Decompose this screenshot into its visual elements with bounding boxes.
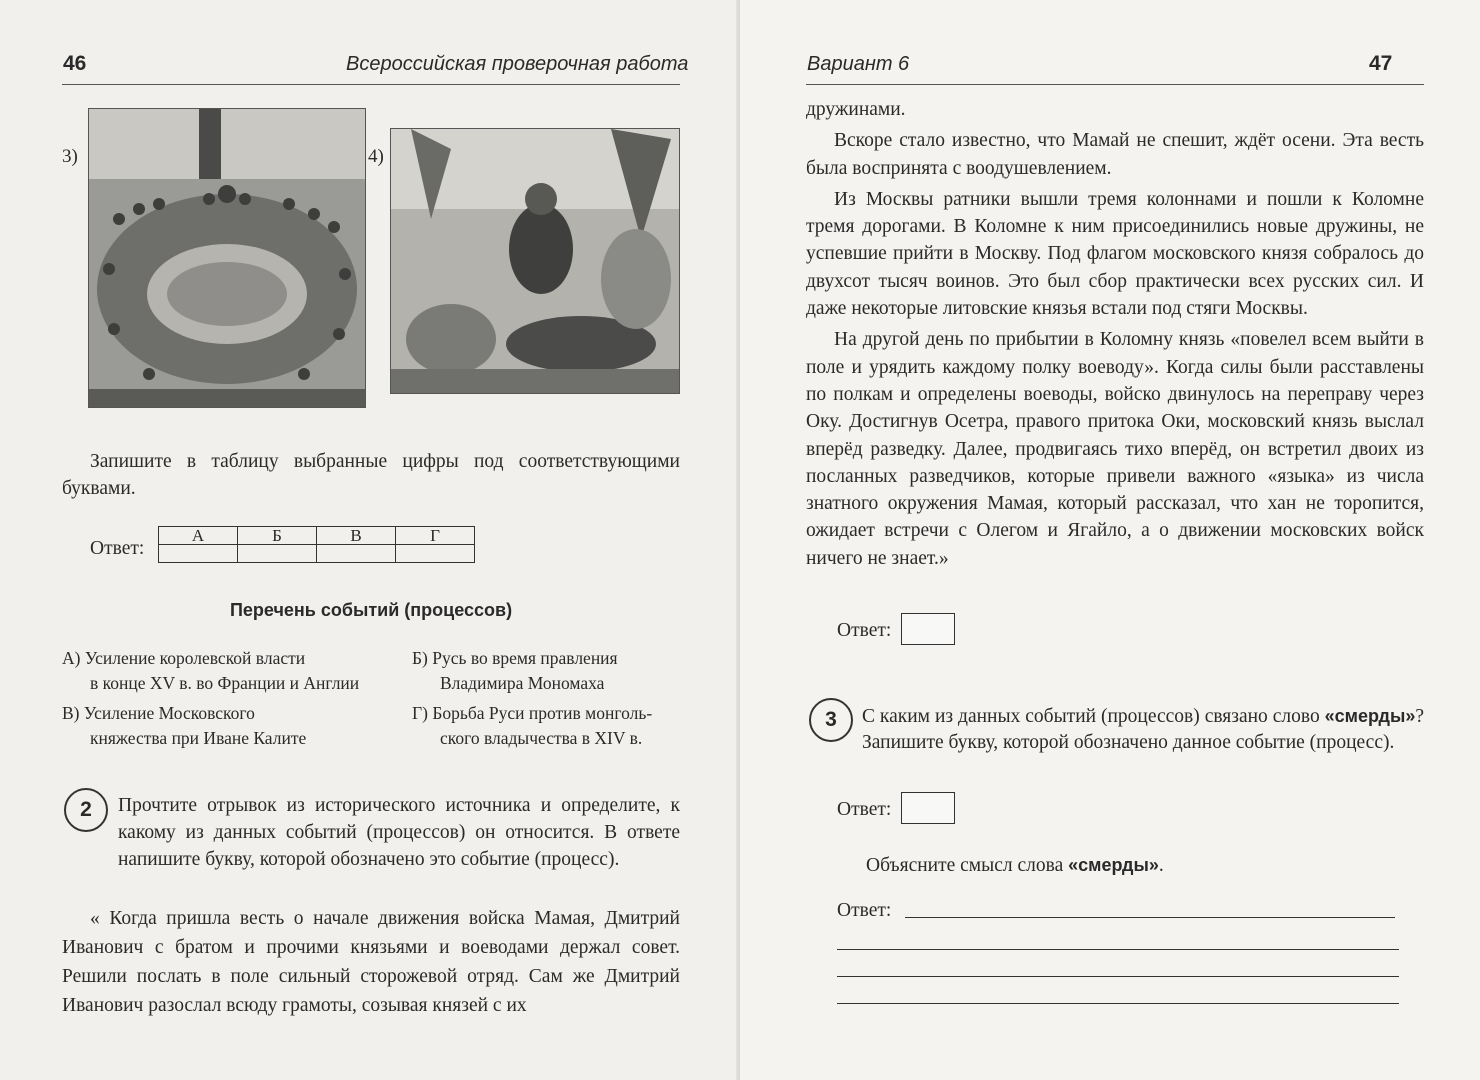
answer-box-q3[interactable]: [901, 792, 955, 824]
table-instruction-text: Запишите в таблицу выбранные цифры под соответствующими буквами.: [62, 451, 680, 499]
event-a-line1: А) Усиление королевской власти: [62, 648, 306, 668]
event-a-line2: в конце XV в. во Франции и Англии: [90, 673, 360, 693]
question-3-part1: С каким из данных событий (процессов) связано слово: [862, 706, 1325, 727]
answer-line-2[interactable]: [837, 949, 1399, 950]
question-3: [862, 703, 1424, 756]
table-header-b: Б: [238, 527, 317, 545]
illustration-assembly: [88, 108, 366, 408]
answer-cell-b[interactable]: [238, 545, 317, 563]
explain-part2: .: [1158, 855, 1164, 876]
table-header-a: А: [159, 527, 238, 545]
event-b-line1: Б) Русь во время правления: [412, 648, 618, 668]
answer-label-q2: Ответ:: [837, 620, 892, 641]
answer-label-q3: Ответ:: [837, 799, 892, 820]
answer-table-q1: [158, 526, 475, 563]
event-b: [412, 646, 680, 696]
battlefield-engraving: [391, 129, 679, 393]
event-v: [62, 701, 392, 751]
question-2-text: Прочтите отрывок из исторического источника и определите, к какому из данных событий (процессов) он относится. В ответе напишите букву, которой обозначено это событие (процесс).: [118, 795, 680, 870]
event-v-line2: княжества при Иване Калите: [90, 728, 307, 748]
assembly-engraving: [89, 109, 365, 407]
event-g-line2: ского владычества в XIV в.: [440, 728, 643, 748]
answer-line-1[interactable]: [905, 917, 1395, 918]
table-header-v: В: [317, 527, 396, 545]
explain-prompt: [866, 855, 1164, 877]
answer-cell-g[interactable]: [396, 545, 475, 563]
answer-cell-v[interactable]: [317, 545, 396, 563]
question-3-term: «смерды»: [1324, 706, 1416, 726]
table-instruction: [62, 448, 680, 502]
image-4-label: 4): [368, 146, 384, 167]
event-b-line2: Владимира Мономаха: [440, 673, 605, 693]
events-list-title: Перечень событий (процессов): [229, 600, 513, 620]
event-v-line1: В) Усиление Московского: [62, 703, 255, 723]
question-3-number: 3: [809, 698, 853, 742]
page-number: 47: [1369, 52, 1393, 75]
source-excerpt-continuation: [806, 96, 1424, 572]
running-title: Всероссийская проверочная работа: [346, 53, 689, 75]
header-rule: [806, 84, 1424, 85]
source-excerpt-start: [62, 904, 680, 1020]
source-paragraph-4: На другой день по прибытии в Коломну князь «повелел всем выйти в поле и урядить каждому полку воеводу». Когда силы были расставлены по полкам и определены воеводы, войско двинулось на переправу через Оку. Достигнув Осетра, правого притока Оки, московский князь выслал вперёд разведку. Далее, продвигаясь тихо вперёд, он встретил двоих из посланных разведчиков, которые привели важного «языка» из числа знатного окружения Мамая, который рассказал, что хан не торопится, ожидает встречи с Олегом и Ягайло, а о движении московских войск ничего не знает.»: [806, 329, 1424, 569]
illustration-battlefield: [390, 128, 680, 394]
source-paragraph-2: Вскоре стало известно, что Мамай не спешит, ждёт осени. Эта весть была воспринята с воодушевлением.: [806, 130, 1424, 179]
table-header-g: Г: [396, 527, 475, 545]
page-number: 46: [63, 52, 87, 75]
answer-label-q1: Ответ:: [90, 538, 145, 559]
source-paragraph-1: дружинами.: [806, 99, 906, 120]
answer-line-4[interactable]: [837, 1003, 1399, 1004]
answer-label-explain: Ответ:: [837, 900, 892, 921]
event-g: [412, 701, 680, 751]
question-3-text: [862, 703, 1424, 756]
source-paragraph-3: Из Москвы ратники вышли тремя колоннами и пошли к Коломне тремя дорогами. В Коломне к ним присоединились новые дружины, не успевшие прийти в Москву. Под флагом московского князя собралось до двухсот тысяч воинов. Это был сбор практически всех русских сил. И даже некоторые литовские князья встали под стяги Москвы.: [806, 188, 1424, 320]
question-2: [118, 792, 680, 873]
question-3-part2: ? Запишите букву, которой обозначено данное событие (процесс).: [862, 706, 1424, 753]
header-rule: [62, 84, 680, 85]
answer-line-3[interactable]: [837, 976, 1399, 977]
explain-term: «смерды»: [1068, 855, 1159, 875]
image-3-label: 3): [62, 146, 78, 167]
answer-box-q2[interactable]: [901, 613, 955, 645]
right-page: [740, 0, 1480, 1080]
event-g-line1: Г) Борьба Руси против монголь-: [412, 703, 653, 723]
event-a: [62, 646, 392, 696]
question-2-number: 2: [64, 788, 108, 832]
answer-cell-a[interactable]: [159, 545, 238, 563]
source-excerpt-start-text: « Когда пришла весть о начале движения войска Мамая, Дмитрий Иванович с братом и прочими князьями и воеводами держал совет. Решили послать в поле сильный сторожевой отряд. Сам же Дмитрий Иванович разослал всюду грамоты, созывая князей с их: [62, 908, 680, 1016]
explain-part1: Объясните смысл слова: [866, 855, 1069, 876]
running-title-variant: Вариант 6: [807, 53, 910, 75]
